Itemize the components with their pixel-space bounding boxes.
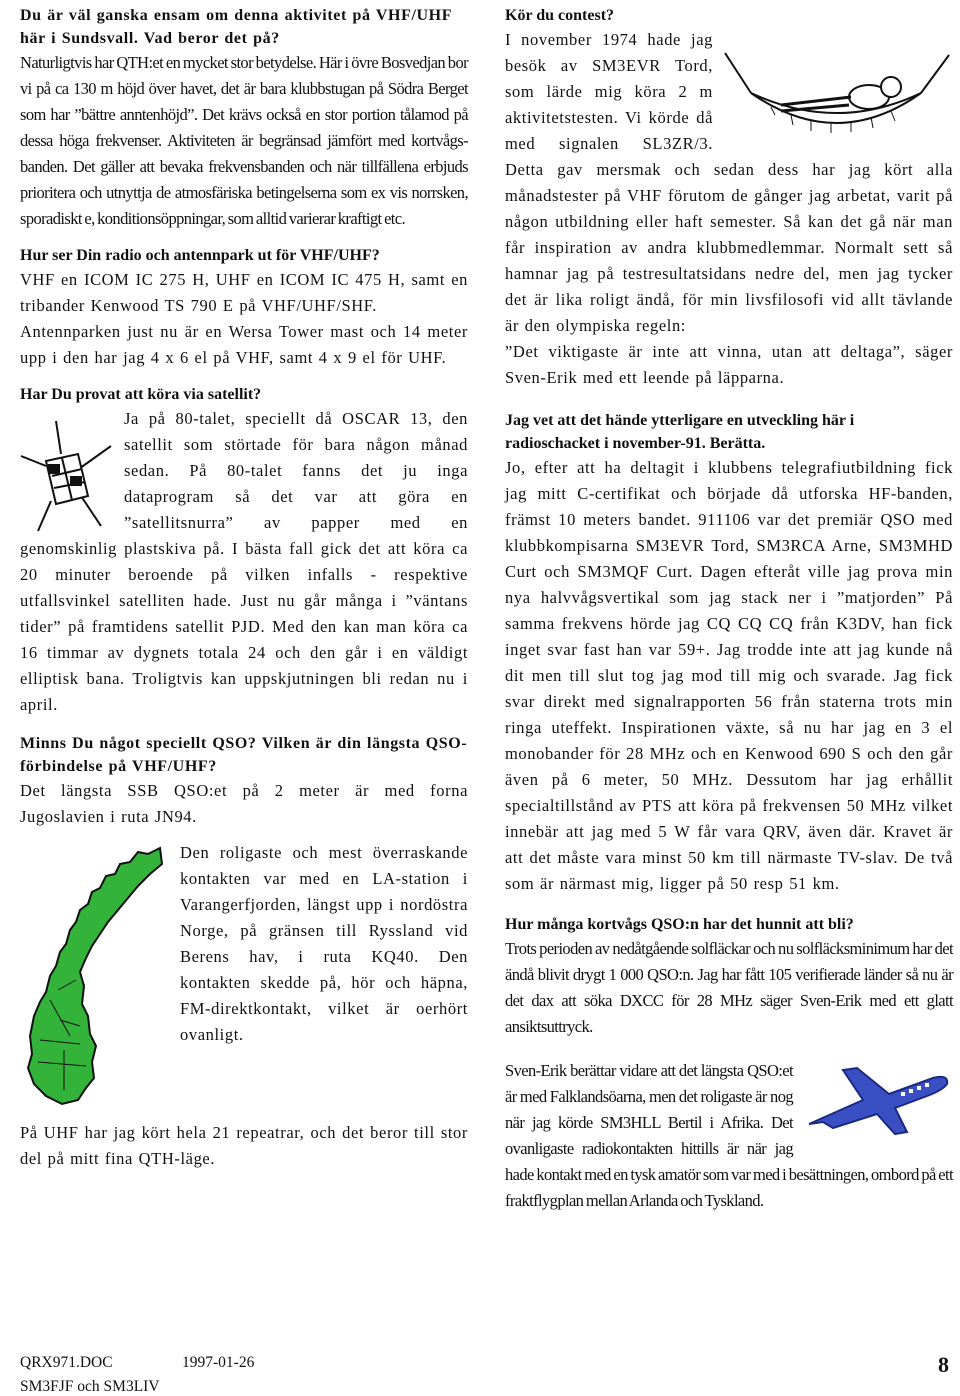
answer-radio: VHF en ICOM IC 275 H, UHF en ICOM IC 475 H, samt en tribander Kenwood TS 790 E på VHF/UHF/SHF.: [20, 270, 468, 315]
question-contest: Kör du contest?: [505, 7, 615, 24]
hammock-illustration: [721, 33, 953, 153]
answer-fun-contact: [20, 840, 468, 1110]
satellite-illustration: [16, 416, 116, 536]
answer-longest-hf-qso-text: Sven-Erik berättar vidare att det längsta QSO:et är med Falklandsöarna, men det roligaste är nog när jag körde SM3HLL Bertil i Afrika. Det ovanligaste radiokontakten hittills är när jag hade kontakt med en tysk amatör som var med i besättningen, ombord på ett fraktflygplan mellan Arlanda och Tyskland.: [505, 1061, 953, 1210]
question-satellite: Har Du provat att köra via satellit?: [20, 386, 262, 403]
answer-hf-qso-count: Trots perioden av nedåtgående solfläckar och nu solfläcksminimum har det ändå blivit drygt 1 000 QSO:n. Jag har fått 105 verifierade länder så nu är det dax att söka DXCC för 28 MHz säger Sven-Erik med ett glatt ansiktsuttryck.: [505, 939, 953, 1036]
footer-filename: QRX971.DOC: [20, 1354, 113, 1371]
olympic-quote: ”Det viktigaste är inte att vinna, utan att deltaga”, säger Sven-Erik med ett leende på läpparna.: [505, 342, 953, 387]
footer-date: 1997-01-26: [182, 1354, 255, 1371]
question-qso: Minns Du något speciellt QSO? Vilken är din längsta QSO-förbindelse på VHF/UHF?: [20, 735, 468, 775]
answer-activity: Naturligtvis har QTH:et en mycket stor betydelse. Här i övre Bosvedjan bor vi på ca 130 m höjd över havet, det är bara klubbstugan på Södra Berget som har ”bättre anntenhöjd”. Det krävs också en stor portion tålamod på dessa höga frekvenser. Aktiviteten är begränsad jämfört med kortvågs-banden. Det gäller att bevaka frekvensbanden och när tillfällena erbjuds prioritera och utnyttja de atmosfäriska betingelserna som ex vis norrsken, sporadiskt e, konditionsöppningar, som alltid varierar kraftigt etc.: [20, 53, 468, 228]
answer-longest-qso: Det längsta SSB QSO:et på 2 meter är med forna Jugoslavien i ruta JN94.: [20, 781, 468, 826]
airplane-icon: [803, 1058, 953, 1138]
left-column: [20, 0, 468, 1172]
answer-longest-hf-qso: [505, 1058, 953, 1214]
right-column: [505, 0, 953, 1214]
footer-authors: SM3FJF och SM3LIV: [20, 1378, 160, 1395]
question-hf-qso-count: Hur många kortvågs QSO:n har det hunnit att bli?: [505, 916, 854, 933]
answer-contest-text: I november 1974 hade jag besök av SM3EVR Tord, som lärde mig köra 2 m aktivitetstesten. Vi körde då med signalen SL3ZR/3. Detta gav mersmak och sedan dess har jag kört alla månadstester på VHF förutom de gånger jag arbetat, varit på någon utbildning eller haft semester. Så kan det gå när man får inspiration av andra klubbmedlemmar. Normalt sett så hamnar jag på testresultatsidans nedre del, men jag tycker det är lika roligt ändå, för min livsfilosofi vid allt tävlande är den olympiska regeln:: [505, 30, 953, 335]
answer-antenna: Antennparken just nu är en Wersa Tower mast och 14 meter upp i den har jag 4 x 6 el på VHF, samt 4 x 9 el för UHF.: [20, 322, 468, 367]
answer-fun-contact-text: Den roligaste och mest överraskande kontakten var med en LA-station i Varangerfjorden, längst upp i nordöstra Norge, på gränsen till Ryssland vid Berens hav, i ruta KQ40. Den kontakten skedde på, hör och häpna, FM-direktkontakt, vilket är oerhört ovanligt.: [180, 843, 468, 1044]
answer-satellite-text: Ja på 80-talet, speciellt då OSCAR 13, den satellit som störtade för bara någon månad sedan. På 80-talet fanns det ju inga dataprogram så det var att göra en ”satellitsnurra” av papper med en genomskinlig plastskiva på. I bästa fall gick det att köra ca 20 minuter beroende på vilken infalls - respektive utfallsvinkel satelliten hade. Just nu går många i ”väntans tider” på framtidens satellit PJD. Med den kan man köra ca 16 timmar av dygnets totala 24 och den går i en väldigt elliptisk bana. Troligtvis kan uppskjutningen bli redan nu i april.: [20, 409, 468, 714]
question-activity: Du är väl ganska ensam om denna aktivitet på VHF/UHF här i Sundsvall. Vad beror det på?: [20, 7, 452, 47]
answer-hf-development: Jo, efter att ha deltagit i klubbens telegrafiutbildning fick jag mitt C-certifikat och började då utforska HF-banden, främst 10 meters bandet. 911106 var det premiär QSO med klubbkompisarna SM3EVR Tord, SM3RCA Arne, SM3MHD Curt och SM3MQF Curt. Dagen efteråt ville jag prova min nya halvvågsvertikal som jag stack ner i ”matjorden” På samma frekvens hörde jag CQ CQ CQ från K3DV, han fick inget svar fast han var 59+. Jag trodde inte att jag kunde nå dit men till slut tog jag mod till mig och svarade. Jag fick svar direkt med signalrapporten 56 från staterna trots min ringa uteffekt. Inspirationen växte, så nu har jag en 3 el monobander för 28 MHz och en Kenwood 690 S och den går även på 6 meter, 50 MHz. Dessutom har jag erhållit specialtillstånd av PTS att köra på frekvensen 50 MHz vilket innebär att jag med 5 W får vara QRV, även där. Kravet är att det måste vara minst 50 km till närmaste TV-slav. De två som är närmast mig, ligger på 50 resp 51 km.: [505, 458, 953, 893]
answer-contest: [505, 27, 953, 339]
question-radio: Hur ser Din radio och antennpark ut för VHF/UHF?: [20, 247, 380, 264]
answer-uhf-repeaters: På UHF har jag kört hela 21 repeatrar, och det beror till stor del på mitt fina QTH-läge.: [20, 1123, 468, 1168]
answer-satellite: [20, 406, 468, 718]
norway-map: [20, 840, 170, 1110]
question-hf-development: Jag vet att det hände ytterligare en utveckling här i radioschacket i november-91. Berätta.: [505, 412, 855, 452]
page-number: 8: [938, 1352, 949, 1377]
